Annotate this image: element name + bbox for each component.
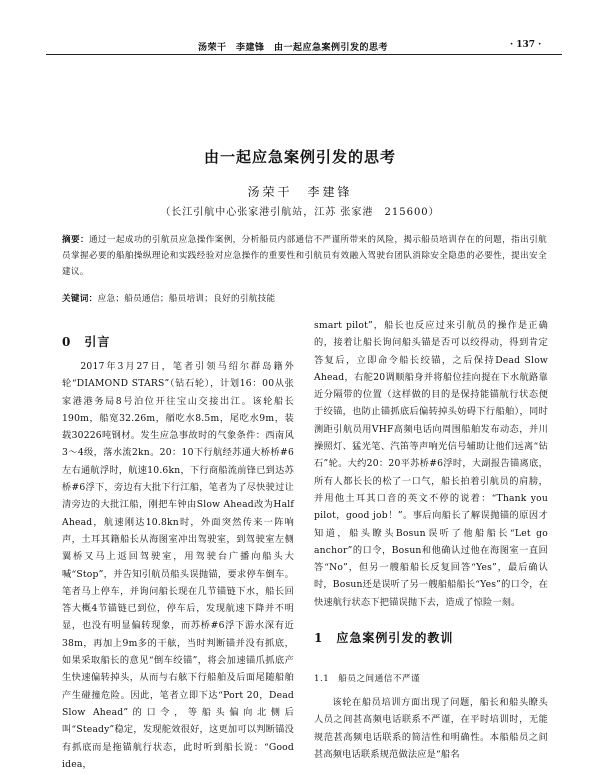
intro-paragraph: 2017年3月27日，笔者引领马绍尔群岛籍外轮“DIAMOND STARS”（钻石轮），计划16：00从张家港港务局8号泊位开往宝山交接出江。该轮船长190m，船宽32.26m，艏吃水8.5m，尾吃水9m，装载30226吨钢材。发生应急事故时的气象条件：西南风3～4级，落水流2kn。20：10下行航经苏通大桥桥#6左右通航浮时，航速10.6kn，下行商船流前锋已到达苏桥#6浮下，旁边有大批下行江船，笔者为了尽快驶过让清旁边的大批江船，刚把车钟由Slow Ahead改为Half Ahead，航速刚达10.8kn时，外面突然传来一阵响声，土耳其籍船长从海图室冲出驾驶室，到驾驶室左侧翼桥又马上返回驾驶室，用驾驶台广播向船头大喊“Stop”，并告知引航员船头误抛锚，要求停车倒车。笔者马上停车，并询问船长现在几节锚链下水，船长回答大概4节锚链已到位，停车后，发现航速下降并不明显，也没有明显偏转现象，而苏桥#6浮下游水深有近38m，再加上9m多的干舷，当时判断锚并没有抓底，如果采取船长的意见“倒车绞锚”，将会加速锚爪抓底产生快速偏转掉头，从而与右舷下行船舶及后面尾随船舶产生碰撞危险。因此，笔者立即下达“Port 20，Dead Slow Ahead”的口令，等船头偏向北侧后叫“Steady”稳定，发现舵效很好，这更加可以判断锚没有抓底而是拖锚航行状态，此时听到船长说：“Good idea，	[62, 361, 294, 770]
running-title: 汤荣干 李建锋 由一起应急案例引发的思考	[198, 43, 389, 53]
article-authors: 汤荣干 李建锋	[247, 185, 353, 199]
page-number: · 137 ·	[510, 40, 542, 50]
section-heading-1: 1 应急案例引发的教训	[314, 631, 454, 645]
abstract-label: 摘要：	[62, 235, 89, 245]
left-column	[62, 358, 294, 773]
abstract-text: 通过一起成功的引航员应急操作案例，分析船员内部通信不严谨所带来的风险，揭示船员培训存在的问题，指出引航员掌握必要的船舶操纵理论和实践经验对应急操作的重要性和引航员有效融入驾驶台团队消除安全隐患的必要性，提出安全建议。	[62, 235, 547, 277]
keywords-label: 关键词：	[62, 294, 98, 304]
right-paragraph-2: 该轮在船员培训方面出现了问题，船长和船头瞭头人员之间甚高频电话联系不严谨，在平时培训时，无能规范甚高频电话联系的简洁性和明确性。本船船员之间甚高频电话联系规范做法应是“船名	[314, 697, 548, 760]
keywords	[62, 292, 547, 304]
article-title: 由一起应急案例引发的思考	[203, 148, 396, 166]
section-heading-intro: 0 引言	[62, 335, 111, 349]
subsection-heading-1-1: 1.1 船员之间通信不严谨	[314, 674, 421, 684]
right-column-top	[314, 317, 548, 611]
abstract	[62, 232, 547, 280]
header-rule	[46, 54, 562, 55]
right-paragraph-1: smart pilot”，船长也反应过来引航员的操作是正确的，接着让船长询问船头锚是否可以绞得动，得到肯定答复后，立即命令船长绞锚，之后保持Dead Slow Ahead，右舵20调顺船身并将船位挂向提在下水航路靠近分隔带的位置（这样做的目的是保持能锚航行状态便于绞锚，也防止锚抓底后偏转掉头妨碍下行船舶），同时测距引航员用VHF高频电话向周围船舶发布动态，并川操照灯、猛光笔、汽笛等声响光信号辅助让他们远离“钻石”轮。大约20：20平苏桥#6浮时，大副报告锚离底，所有人都长长的松了一口气，船长拍着引航员的肩膀，并用他土耳其口音的英文不停的说着：“Thank you pilot，good job！”。事后向船长了解误抛锚的原因才知道，船头瞭头Bosun误听了他船船长“Let go anchor”的口令，Bosun和他确认过他在海图室一直回答“No”，但另一艘船船长反复回答“Yes”，最后确认时，Bosun还是误听了另一艘船船船长“Yes”的口令，在快速航行状态下把锚误抛下去，造成了惊险一刻。	[314, 320, 549, 608]
running-header	[0, 38, 600, 54]
right-column-bottom	[314, 694, 548, 763]
keywords-text: 应急；船员通信；船员培训；良好的引航技能	[97, 294, 276, 304]
article-affiliation: （长江引航中心张家港引航站，江苏 张家港 215600）	[160, 207, 440, 218]
